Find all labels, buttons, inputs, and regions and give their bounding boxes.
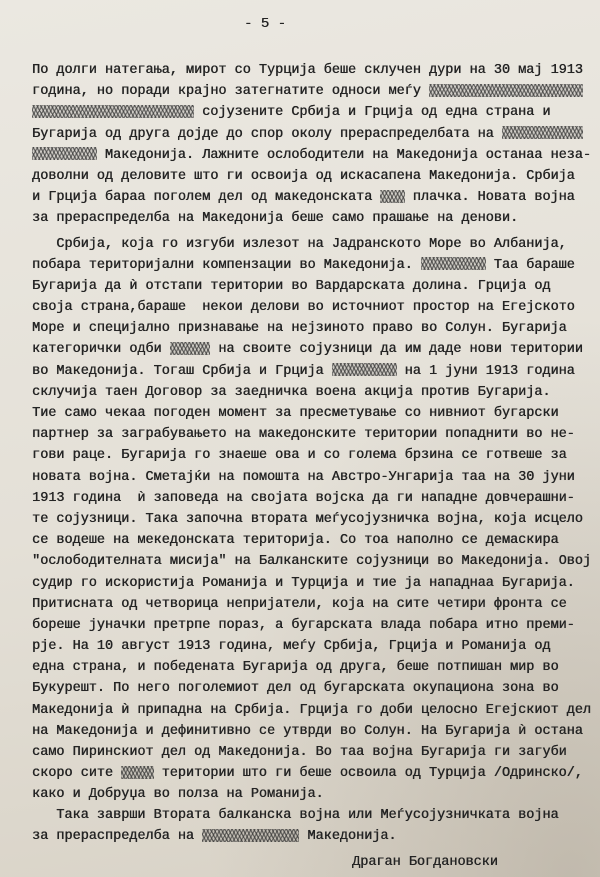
text-line: своја страна,бараше некои делови во источниот простор на Егејското xyxy=(32,300,575,316)
struck-out-text xyxy=(421,257,486,270)
text-line xyxy=(32,763,591,784)
text-segment: категорички одби xyxy=(32,342,162,358)
text-line: се водеше на мекедонската територија. Со тоа наполно се демаскира xyxy=(32,533,559,549)
text-line: само Пиринскиот дел од Македонија. Во таа војна Бугарија ги загуби xyxy=(32,745,567,760)
text-segment: сојузените Србија и Грција од една страна и xyxy=(202,105,551,121)
text-line xyxy=(32,826,559,847)
struck-out-text xyxy=(121,766,153,779)
struck-out-text xyxy=(380,190,404,203)
struck-out-text xyxy=(502,126,583,139)
text-line: судир го искористија Романија и Турција и тие ја нападнаа Бугарија. xyxy=(32,575,575,591)
text-line: Море и специјално признавање на нејзиното право во Солун. Бугарија xyxy=(32,321,567,337)
text-line: на Македонија и дефинитивно се утврди во Солун. На Бугарија ѝ остана xyxy=(32,723,583,739)
text-line xyxy=(32,361,591,382)
paragraph-3 xyxy=(32,805,559,847)
text-segment: скоро сите xyxy=(32,766,114,782)
text-segment: на 1 јуни 1913 година xyxy=(404,363,575,379)
text-line: склучија таен Договор за заедничка воена акција против Бугарија. xyxy=(32,384,551,400)
text-line: бореше јуначки претрпе пораз, а бугарската влада побара итно преми- xyxy=(32,617,575,633)
text-line: гови раце. Бугарија го знаеше ова и со голема брзина се готвеше за xyxy=(32,448,567,464)
text-segment: Бугарија од друга дојде до спор околу прераспределбата на xyxy=(32,126,494,142)
text-segment: побара територијални компензации во Македонија. xyxy=(32,257,413,273)
text-segment: во Македонија. Тогаш Србија и Грција xyxy=(32,363,324,379)
text-line: доволни од деловите што ги освоија од искасапена Македонија. Србија xyxy=(32,168,575,184)
struck-out-text xyxy=(170,342,211,355)
struck-out-text xyxy=(332,363,397,376)
text-line: за прераспределба на Македонија беше само прашање на денови. xyxy=(32,211,519,227)
text-segment: за прераспределба на xyxy=(32,829,195,845)
text-line: 1913 година ѝ заповеда на својата војска да ги нападне довчерашни- xyxy=(32,490,575,506)
text-line xyxy=(32,255,591,276)
text-line xyxy=(32,124,591,145)
text-segment: на своите сојузници да им даде нови територии xyxy=(218,342,583,358)
text-line: една страна, и победената Бугарија од друга, беше потпишан мир во xyxy=(32,660,559,676)
text-line xyxy=(32,102,591,123)
text-line: Македонија ѝ припадна на Србија. Грција го доби целосно Егејскиот дел xyxy=(32,702,591,718)
text-line xyxy=(32,145,591,166)
text-line: новата војна. Сметајќи на помошта на Австро-Унгарија таа на 30 јуни xyxy=(32,469,575,485)
text-line: Тие само чекаа погоден момент за пресметување со нивниот бугарски xyxy=(32,406,559,421)
text-segment: година, но поради крајно затегнатите односи меѓу xyxy=(32,84,421,100)
text-segment: и Грција бараа поголем дел од македонската xyxy=(32,190,373,206)
text-segment: територии што ги беше освоила од Турција /Одринско/, xyxy=(161,766,583,782)
text-line: партнер за заграбувањето на македонските територии попаднити во не- xyxy=(32,427,575,443)
struck-out-text xyxy=(32,147,97,160)
text-line: Букурешт. По него поголемиот дел од бугарската окупациона зона во xyxy=(32,681,559,697)
text-line: рје. На 10 август 1913 година, меѓу Србија, Грција и Романија од xyxy=(32,639,551,655)
struck-out-text xyxy=(202,829,299,842)
text-segment: плачка. Новата војна xyxy=(412,190,575,206)
text-line: "ослободителната мисија" на Балканските сојузници во Македонија. Овој xyxy=(32,554,591,570)
text-segment: Македонија. Лажните ослободители на Македонија останаа неза- xyxy=(104,147,591,163)
struck-out-text xyxy=(32,105,194,118)
paragraph-1 xyxy=(32,60,591,230)
page-number: - 5 - xyxy=(244,16,287,32)
paragraph-2 xyxy=(32,234,591,806)
text-line: како и Добруџа во полза на Романија. xyxy=(32,787,324,803)
text-line: те сојузници. Така започна втората меѓусојузничка војна, која исцело xyxy=(32,511,583,527)
text-line: Србија, која го изгуби излезот на Јадранското Море во Албанија, xyxy=(56,236,567,252)
text-segment: Таа бараше xyxy=(493,257,575,273)
struck-out-text xyxy=(429,84,583,97)
author-signature: Драган Богдановски xyxy=(352,855,498,870)
text-line: Така заврши Втората балканска војна или Меѓусојузничката војна xyxy=(56,808,559,823)
text-line xyxy=(32,81,591,102)
text-segment: Македонија. xyxy=(307,829,397,845)
text-line: По долги натегања, мирот со Турција беше склучен дури на 30 мај 1913 xyxy=(32,63,583,78)
text-line: Притисната од четворица непријатели, која на сите четири фронта се xyxy=(32,596,567,612)
text-line: Бугарија да ѝ отстапи територии во Вардарската долина. Грција од xyxy=(32,278,551,294)
text-line xyxy=(32,339,591,360)
text-line xyxy=(32,187,591,208)
